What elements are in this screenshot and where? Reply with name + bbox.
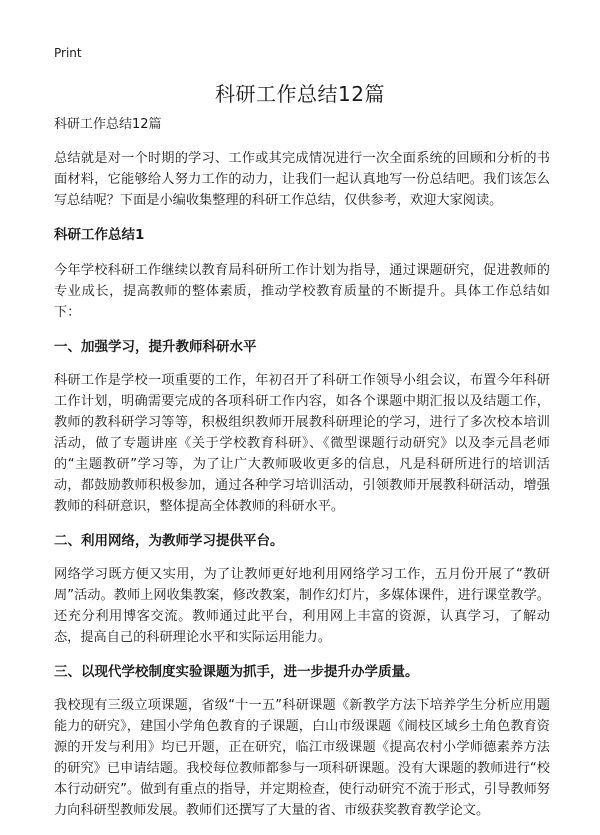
section-body: 科研工作是学校一项重要的工作，年初召开了科研工作领导小组会议，布置今年科研工作计划，明确需要完成的各项科研工作内容，如各个课题中期汇报以及结题工作，教师的教科研学习等等，积极组织教师开展教科研理论的学习，进行了多次校本培训活动，做了专题讲座《关于学校教育科研》、《微型课题行动研究》以及李元昌老师的“主题教研”学习等，为了让广大教师吸收更多的信息，凡是科研所进行的培训活动，都鼓励教师积极参加，通过各种学习培训活动，引领教师开展教科研活动，增强教师的科研意识，整体提高全体教师的科研水平。 (54, 373, 550, 514)
document-title: 科研工作总结12篇 (215, 82, 385, 106)
print-link[interactable]: Print (54, 46, 82, 60)
intro-paragraph: 总结就是对一个时期的学习、工作或其完成情况进行一次全面系统的回顾和分析的书面材料，它能够给人努力工作的动力，让我们一起认真地写一份总结吧。我们该怎么写总结呢？下面是小编收集整理的科研工作总结，仅供参考，欢迎大家阅读。 (54, 151, 550, 208)
section-heading: 一、加强学习，提升教师科研水平 (54, 339, 257, 355)
section-heading: 二、利用网络，为教师学习提供平台。 (54, 533, 284, 549)
section-heading: 三、以现代学校制度实验课题为抓手，进一步提升办学质量。 (54, 664, 419, 680)
section-title: 科研工作总结1 (54, 227, 145, 243)
document-body (54, 116, 550, 835)
section-intro-paragraph: 今年学校科研工作继续以教育局科研所工作计划为指导，通过课题研究，促进教师的专业成长，提高教师的整体素质，推动学校教育质量的不断提升。具体工作总结如下： (54, 263, 550, 320)
section-body: 我校现有三级立项课题，省级“十一五”科研课题《新教学方法下培养学生分析应用题能力的研究》，建国小学角色教育的子课题，白山市级课题《闹枝区域乡土角色教育资源的开发与利用》均已开题，正在研究，临江市级课题《提高农村小学师德素养方法的研究》已申请结题。我校每位教师都参与一项科研课题。没有大课题的教师进行“校本行动研究”。做到有重点的指导，并定期检查，使行动研究不流于形式，引导教师努力向科研型教师发展。教师们还撰写了大量的省、市级获奖教育教学论文。 (54, 698, 550, 818)
document-subtitle: 科研工作总结12篇 (54, 117, 162, 132)
section-body: 网络学习既方便又实用，为了让教师更好地利用网络学习工作，五月份开展了“教研周”活动。教师上网收集教案，修改教案，制作幻灯片，多媒体课件，进行课堂教学。还充分利用博客交流。教师通过此平台，利用网上丰富的资源，认真学习，了解动态，提高自己的科研理论水平和实际运用能力。 (54, 567, 550, 645)
